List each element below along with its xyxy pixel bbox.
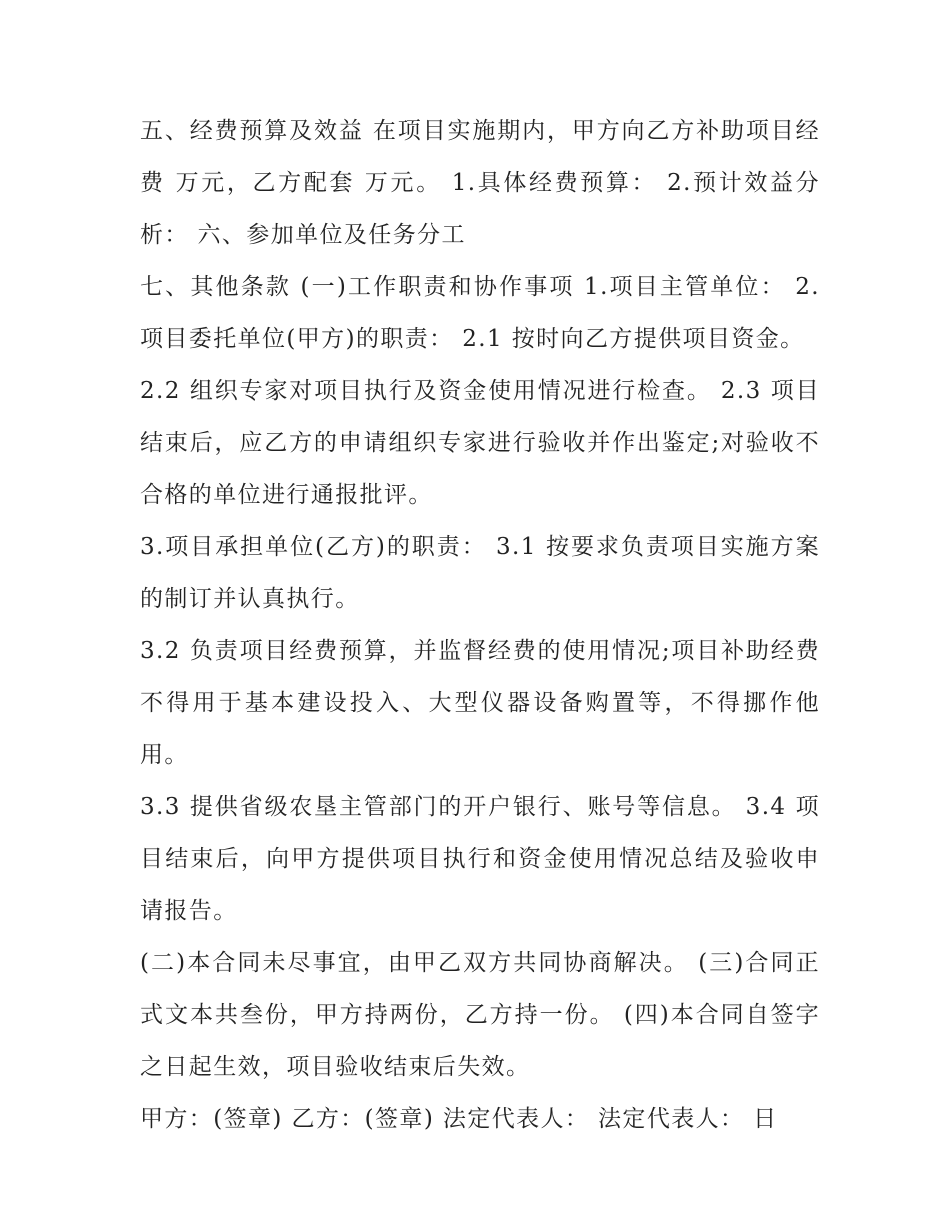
paragraph-inspection: 2.2 组织专家对项目执行及资金使用情况进行检查。 2.3 项目结束后，应乙方的申请组织专家进行验收并作出鉴定;对验收不合格的单位进行通报批评。: [140, 378, 820, 508]
paragraph-bank-info: 3.3 提供省级农垦主管部门的开户银行、账号等信息。 3.4 项目结束后，向甲方提供项目执行和资金使用情况总结及验收申请报告。: [140, 794, 820, 924]
paragraph-budget-section: 五、经费预算及效益 在项目实施期内，甲方向乙方补助项目经费 万元，乙方配套 万元。 1.具体经费预算： 2.预计效益分析： 六、参加单位及任务分工: [140, 118, 820, 248]
paragraph-undertaker-duties: 3.项目承担单位(乙方)的职责： 3.1 按要求负责项目实施方案的制订并认真执行。: [140, 534, 820, 612]
paragraph-contract-terms: (二)本合同未尽事宜，由甲乙双方共同协商解决。 (三)合同正式文本共叁份，甲方持两份，乙方持一份。 (四)本合同自签字之日起生效，项目验收结束后失效。: [140, 950, 820, 1080]
paragraph-other-terms: 七、其他条款 (一)工作职责和协作事项 1.项目主管单位： 2.项目委托单位(甲方)的职责： 2.1 按时向乙方提供项目资金。: [140, 274, 820, 352]
paragraph-signatures: 甲方：(签章) 乙方：(签章) 法定代表人： 法定代表人： 日: [140, 1106, 778, 1132]
document-page: [140, 105, 820, 1145]
paragraph-budget-supervision: 3.2 负责项目经费预算，并监督经费的使用情况;项目补助经费不得用于基本建设投入、大型仪器设备购置等，不得挪作他用。: [140, 638, 820, 768]
